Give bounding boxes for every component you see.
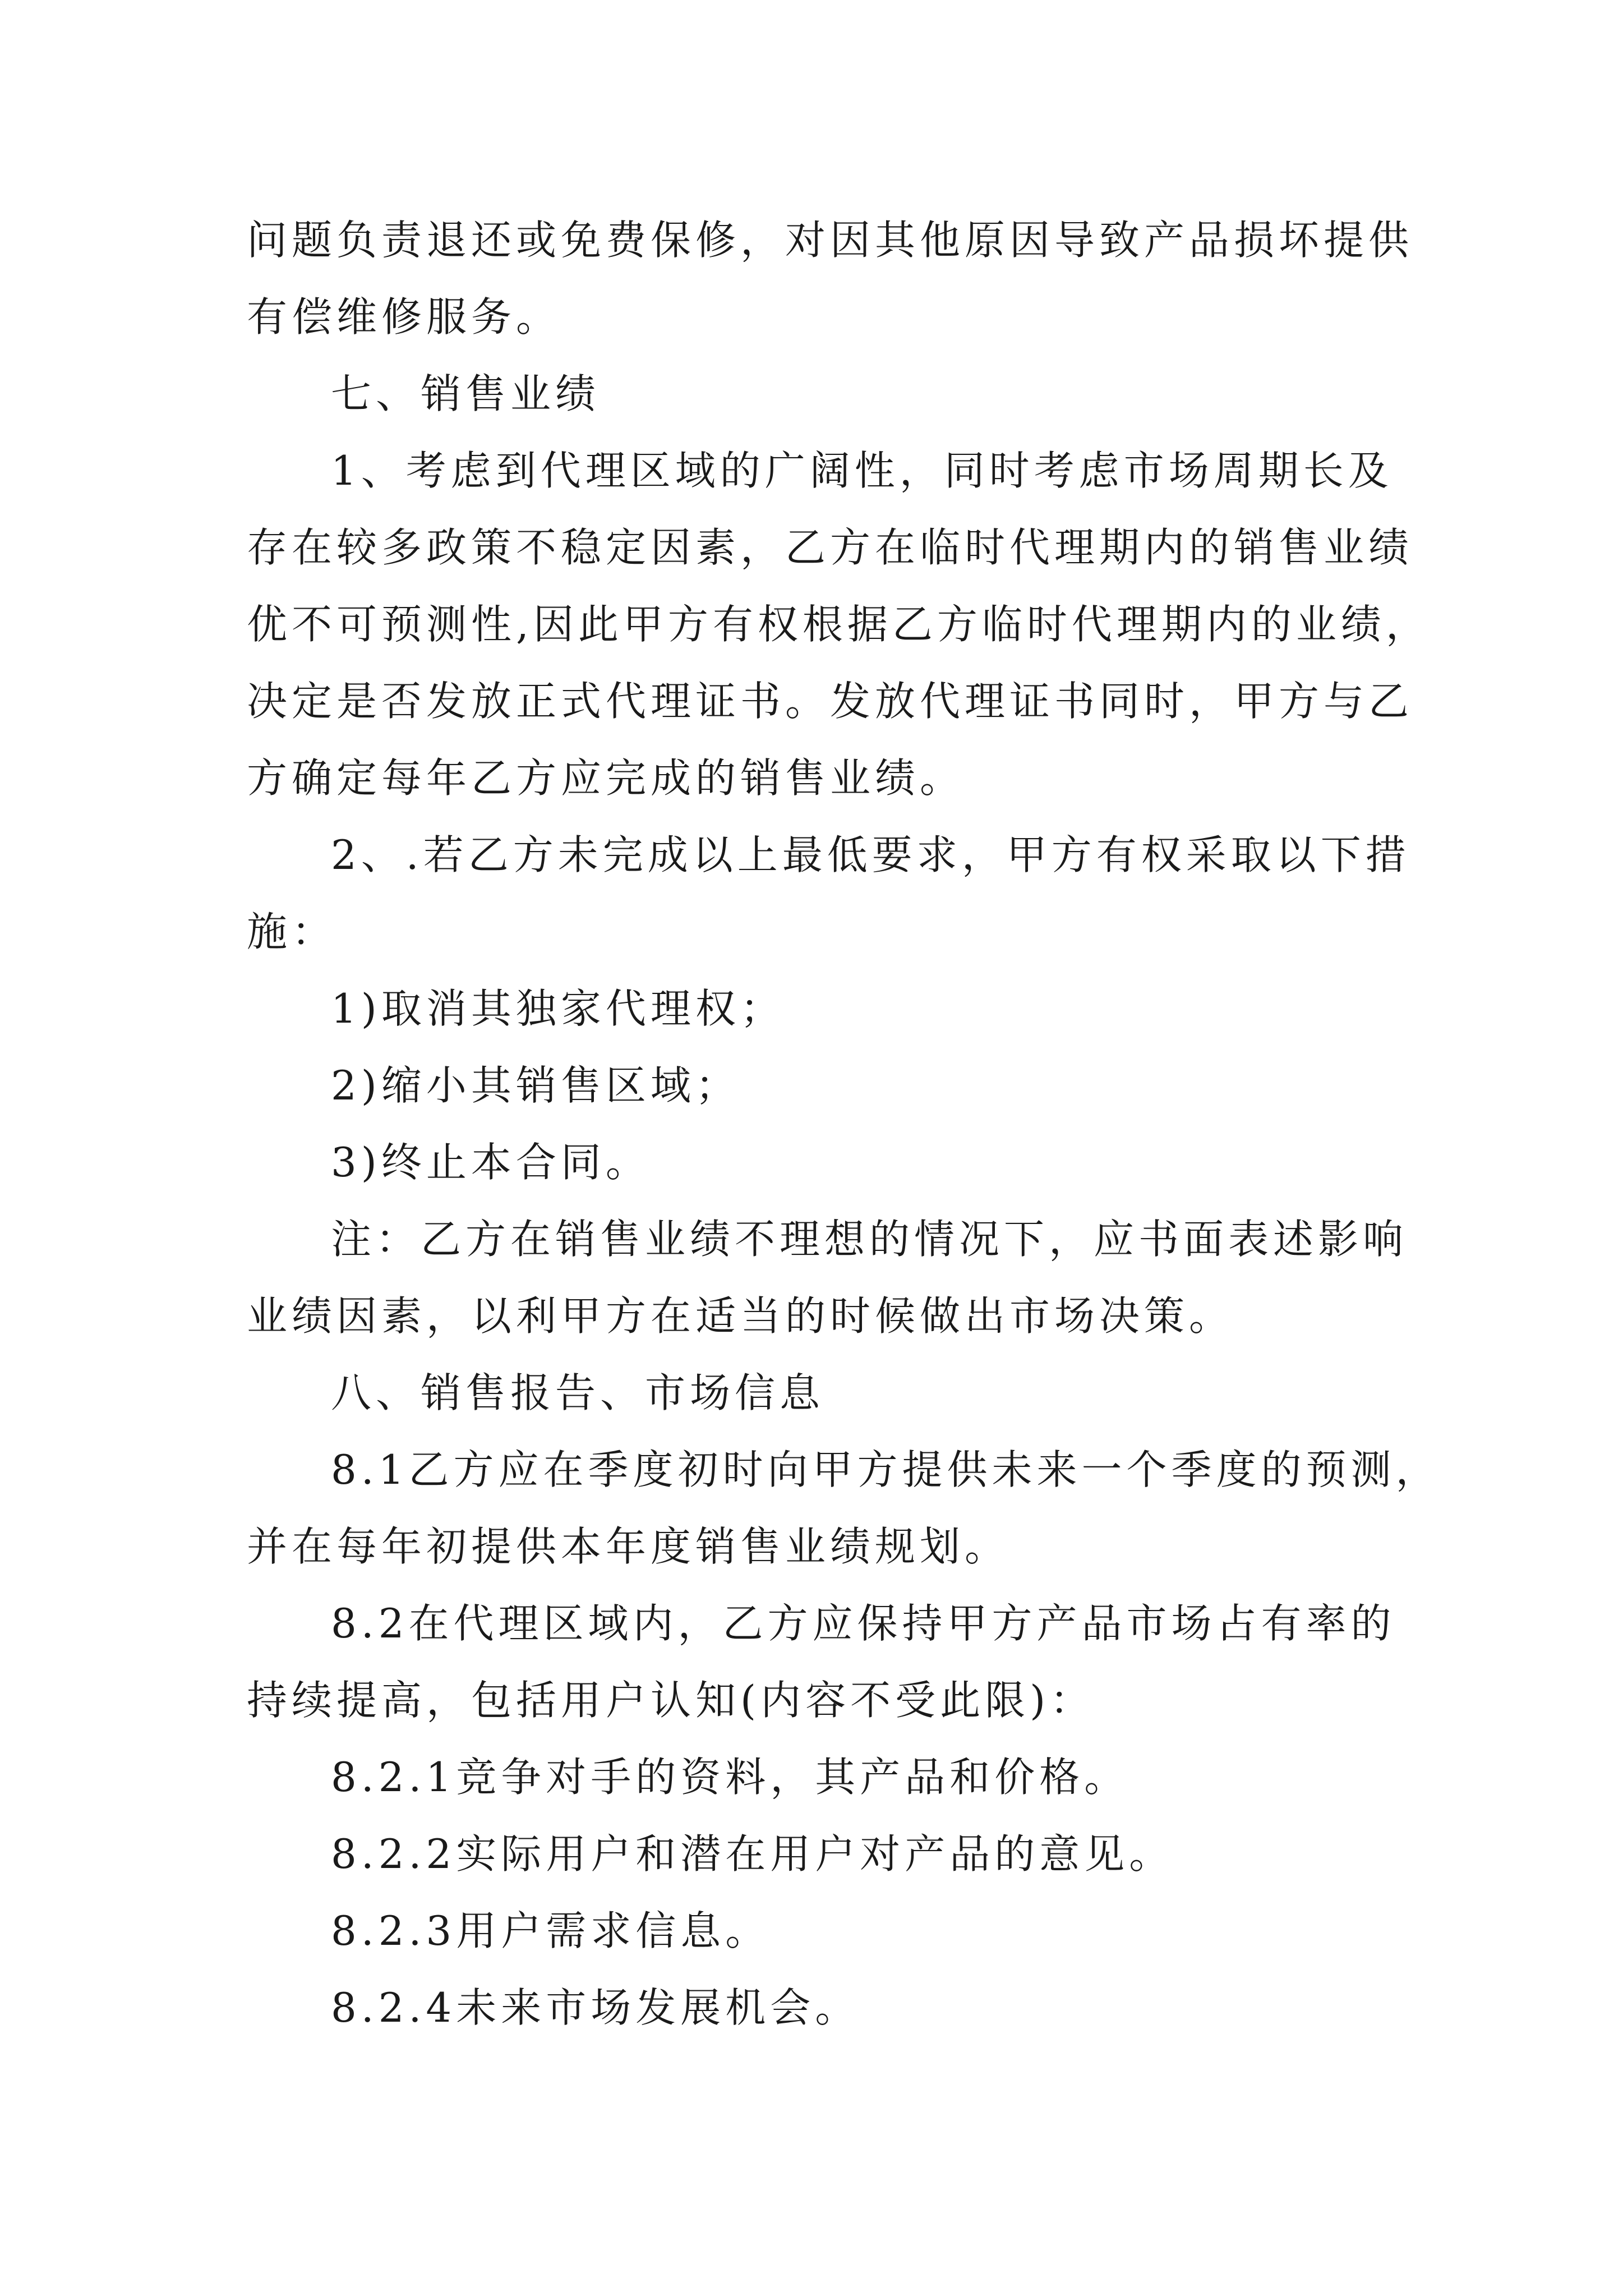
text-line: 施： xyxy=(247,908,337,955)
text-line: 2、.若乙方未完成以上最低要求，甲方有权采取以下措 xyxy=(331,831,1410,878)
text-line: 8.2在代理区域内，乙方应保持甲方产品市场占有率的 xyxy=(331,1600,1396,1647)
text-line: 并在每年初提供本年度销售业绩规划。 xyxy=(247,1523,1010,1570)
list-item: 3)终止本合同。 xyxy=(331,1139,651,1186)
section-heading: 七、销售业绩 xyxy=(331,370,601,417)
list-item: 8.2.4未来市场发展机会。 xyxy=(331,1984,860,2031)
text-line: 有偿维修服务。 xyxy=(247,293,561,341)
text-line: 1、考虑到代理区域的广阔性，同时考虑市场周期长及 xyxy=(331,447,1393,494)
text-line: 问题负责退还或免费保修，对因其他原因导致产品损坏提供 xyxy=(247,217,1414,264)
text-line: 8.1乙方应在季度初时向甲方提供未来一个季度的预测， xyxy=(331,1446,1441,1493)
list-item: 8.2.3用户需求信息。 xyxy=(331,1907,771,1954)
document-body xyxy=(247,202,1441,2046)
note-line: 注：乙方在销售业绩不理想的情况下，应书面表述影响 xyxy=(331,1216,1408,1263)
list-item: 8.2.1竞争对手的资料，其产品和价格。 xyxy=(331,1754,1129,1801)
text-line: 持续提高，包括用户认知(内容不受此限)： xyxy=(247,1677,1095,1724)
text-line: 业绩因素，以利甲方在适当的时候做出市场决策。 xyxy=(247,1292,1234,1340)
text-line: 决定是否发放正式代理证书。发放代理证书同时，甲方与乙 xyxy=(247,678,1414,725)
text-line: 优不可预测性,因此甲方有权根据乙方临时代理期内的业绩， xyxy=(247,601,1431,648)
section-heading: 八、销售报告、市场信息 xyxy=(331,1369,825,1416)
text-line: 存在较多政策不稳定因素，乙方在临时代理期内的销售业绩 xyxy=(247,524,1414,571)
list-item: 2)缩小其销售区域； xyxy=(331,1062,740,1109)
list-item: 1)取消其独家代理权； xyxy=(331,985,785,1032)
list-item: 8.2.2实际用户和潜在用户对产品的意见。 xyxy=(331,1830,1174,1878)
text-line: 方确定每年乙方应完成的销售业绩。 xyxy=(247,754,965,802)
